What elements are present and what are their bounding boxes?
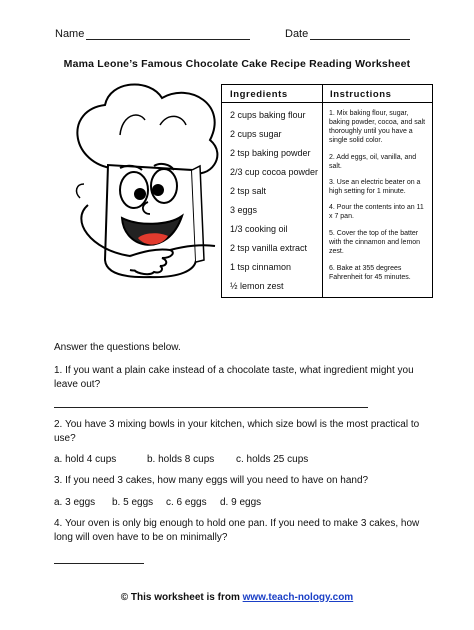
question-3: 3. If you need 3 cakes, how many eggs will you need to have on hand? [54,475,369,486]
answer-line-1[interactable] [54,407,368,408]
q3-option-d[interactable]: d. 9 eggs [220,497,262,508]
ingredient-item: 2 tsp baking powder [230,148,311,158]
name-label: Name [55,28,85,40]
ingredients-heading: Ingredients [230,89,288,100]
chef-hat-illustration [50,80,230,305]
q3-option-a[interactable]: a. 3 eggs [54,497,96,508]
question-4: 4. Your oven is only big enough to hold one pan. If you need to make 3 cakes, how long will oven have to be on minimally? [54,518,420,543]
instruction-step: 5. Cover the top of the batter with the cinnamon and lemon zest. [329,230,421,255]
date-blank[interactable] [310,39,410,40]
footer-text: © This worksheet is from [120,592,243,603]
instructions-heading: Instructions [330,89,392,100]
answer-line-4[interactable] [54,563,144,564]
ingredient-item: 2 cups baking flour [230,110,306,120]
ingredient-item: 2/3 cup cocoa powder [230,167,319,177]
instruction-step: 6. Bake at 355 degrees Fahrenheit for 45 minutes. [329,265,411,281]
ingredient-item: 1/3 cooking oil [230,224,288,234]
q2-option-b[interactable]: b. holds 8 cups [147,454,215,465]
footer-link[interactable]: www.teach-nology.com [242,592,354,603]
q3-option-b[interactable]: b. 5 eggs [112,497,154,508]
recipe-box [221,84,433,298]
instruction-step: 4. Pour the contents into an 11 x 7 pan. [329,204,424,220]
ingredient-item: 2 cups sugar [230,129,282,139]
date-label: Date [285,28,309,40]
name-blank[interactable] [86,39,250,40]
question-2: 2. You have 3 mixing bowls in your kitchen, which size bowl is the most practical to use? [54,419,420,444]
instruction-step: 1. Mix baking flour, sugar, baking powder, cocoa, and salt thoroughly until you have a single solid color. [329,110,426,144]
ingredient-item: 2 tsp salt [230,186,267,196]
worksheet-title: Mama Leone’s Famous Chocolate Cake Recipe Reading Worksheet [63,58,411,70]
q3-option-c[interactable]: c. 6 eggs [166,497,207,508]
question-1: 1. If you want a plain cake instead of a chocolate taste, what ingredient might you leave out? [54,365,414,390]
ingredient-item: 3 eggs [230,205,258,215]
questions-intro: Answer the questions below. [54,342,181,353]
instruction-step: 2. Add eggs, oil, vanilla, and salt. [329,154,417,170]
instruction-step: 3. Use an electric beater on a high setting for 1 minute. [329,179,421,195]
q2-option-c[interactable]: c. holds 25 cups [236,454,309,465]
footer [0,592,474,603]
ingredient-item: 1 tsp cinnamon [230,262,292,272]
ingredient-item: 2 tsp vanilla extract [230,243,308,253]
ingredient-item: ½ lemon zest [230,281,284,291]
q2-option-a[interactable]: a. hold 4 cups [54,454,117,465]
